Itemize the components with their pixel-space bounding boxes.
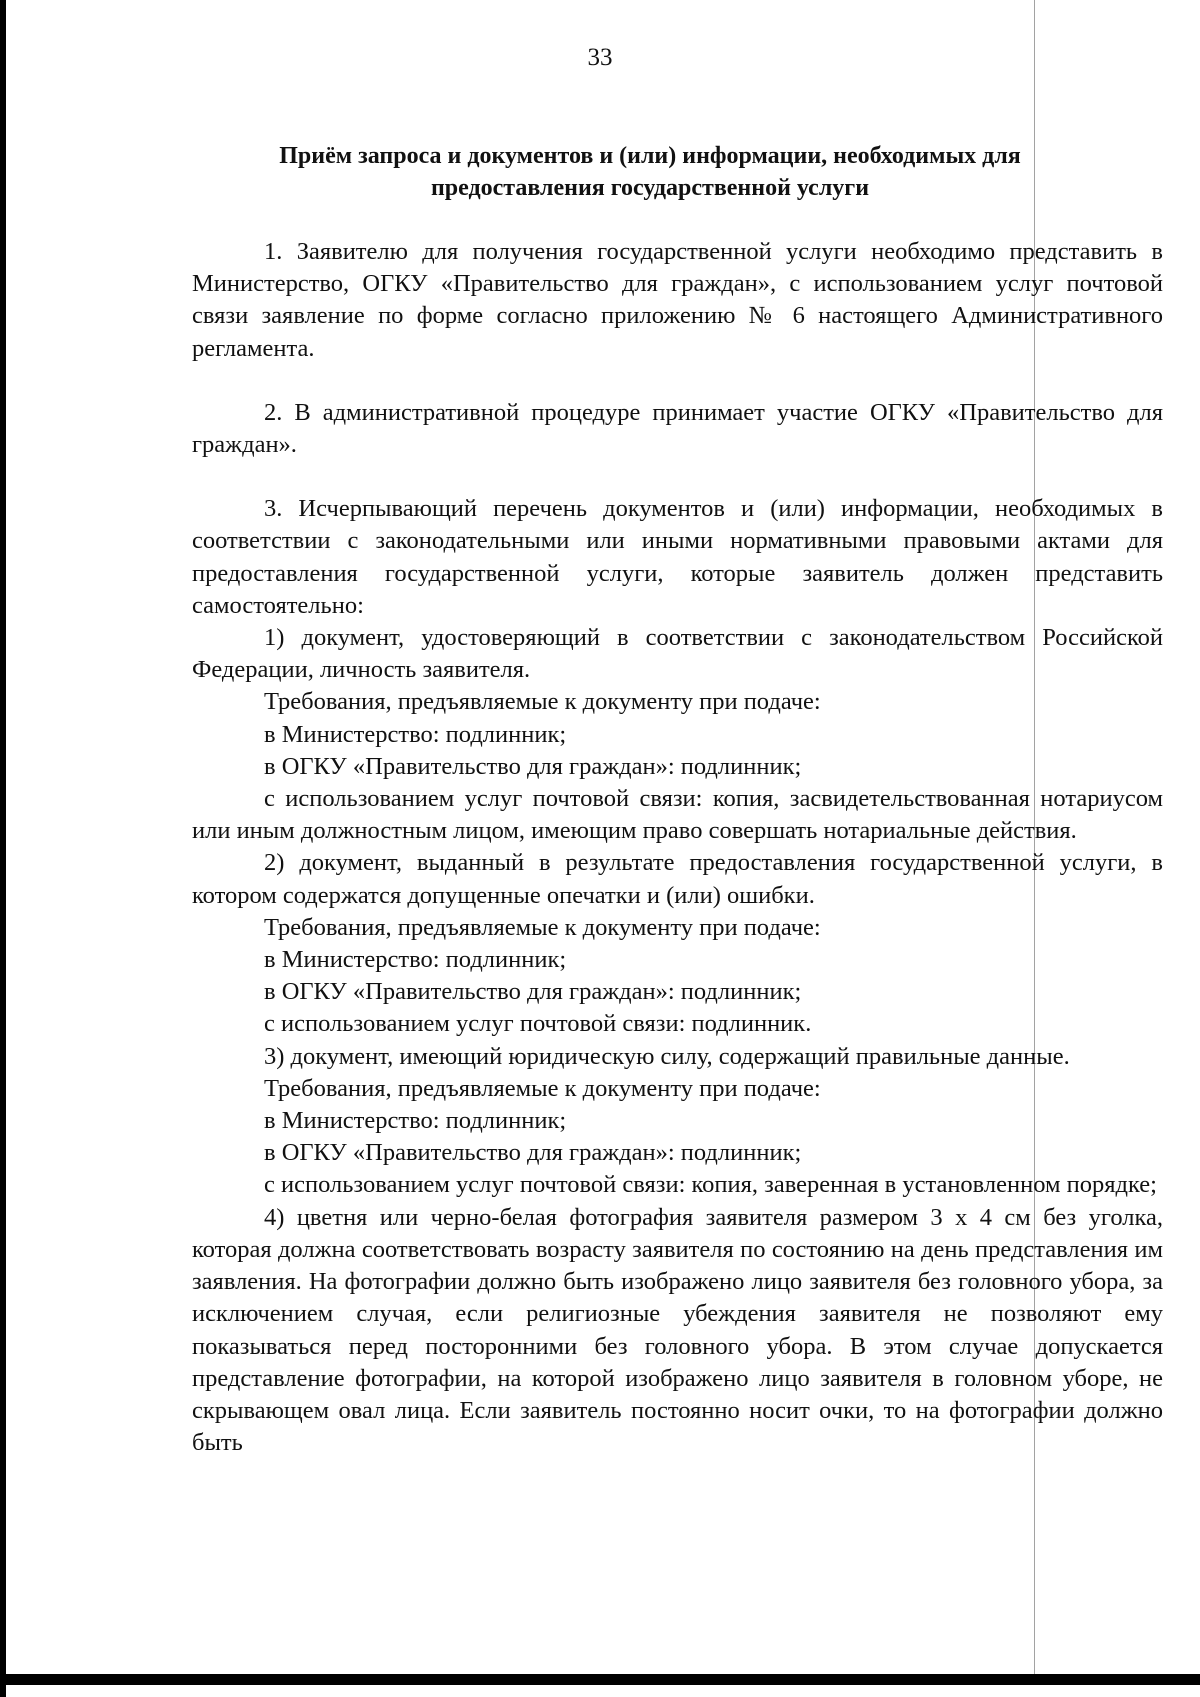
list-item-3: 3) документ, имеющий юридическую силу, содержащий правильные данные. [264,1042,1070,1070]
requirement-post: с использованием услуг почтовой связи: копия, заверенная в установленном порядке; [264,1171,1157,1199]
requirement-post: с использованием услуг почтовой связи: подлинник. [264,1010,812,1038]
document-body [192,236,1163,1459]
section-heading [170,140,1130,204]
requirements-label: Требования, предъявляемые к документу при подаче: [264,688,821,716]
page-number: 33 [587,44,613,71]
requirement-ogku: в ОГКУ «Правительство для граждан»: подлинник; [264,978,802,1006]
requirement-ministry: в Министерство: подлинник; [264,720,567,748]
requirement-ministry: в Министерство: подлинник; [264,1107,567,1135]
requirements-label: Требования, предъявляемые к документу при подаче: [264,1074,821,1102]
requirement-ogku: в ОГКУ «Правительство для граждан»: подлинник; [264,1139,802,1167]
requirement-ogku: в ОГКУ «Правительство для граждан»: подлинник; [264,752,802,780]
requirement-ministry: в Министерство: подлинник; [264,946,567,974]
paragraph-3: 3. Исчерпывающий перечень документов и (или) информации, необходимых в соответствии с законодательными или иными нормативными правовыми актами для предоставления государственной услуги, которые заявитель должен представить самостоятельно: [192,495,1163,619]
scan-border-bottom [0,1674,1200,1685]
list-item-4: 4) цветня или черно-белая фотография заявителя размером 3 x 4 см без уголка, которая должна соответствовать возрасту заявителя по состоянию на день представления им заявления. На фотографии должно быть изображено лицо заявителя без головного убора, за исключением случая, если религиозные убеждения заявителя не позволяют ему показываться перед посторонними без головного убора. В этом случае допускается представление фотографии, на которой изображено лицо заявителя в головном уборе, не скрывающем овал лица. Если заявитель постоянно носит очки, то на фотографии должно быть [192,1203,1163,1457]
scan-border-left [0,0,6,1697]
paragraph-2: 2. В административной процедуре принимает участие ОГКУ «Правительство для граждан». [192,398,1163,459]
section-heading-line-2: предоставления государственной услуги [430,175,870,201]
list-item-2: 2) документ, выданный в результате предоставления государственной услуги, в котором содержатся допущенные опечатки и (или) ошибки. [192,849,1163,909]
section-heading-line-1: Приём запроса и документов и (или) информации, необходимых для [279,143,1021,169]
list-item-1: 1) документ, удостоверяющий в соответствии с законодательством Российской Федерации, личность заявителя. [192,624,1163,684]
paragraph-1: 1. Заявителю для получения государственной услуги необходимо представить в Министерство, ОГКУ «Правительство для граждан», с использованием услуг почтовой связи заявление по форме согласно приложению № 6 настоящего Административного регламента. [192,238,1163,362]
requirements-label: Требования, предъявляемые к документу при подаче: [264,913,821,941]
requirement-post: с использованием услуг почтовой связи: копия, засвидетельствованная нотариусом или иным должностным лицом, имеющим право совершать нотариальные действия. [192,785,1163,845]
